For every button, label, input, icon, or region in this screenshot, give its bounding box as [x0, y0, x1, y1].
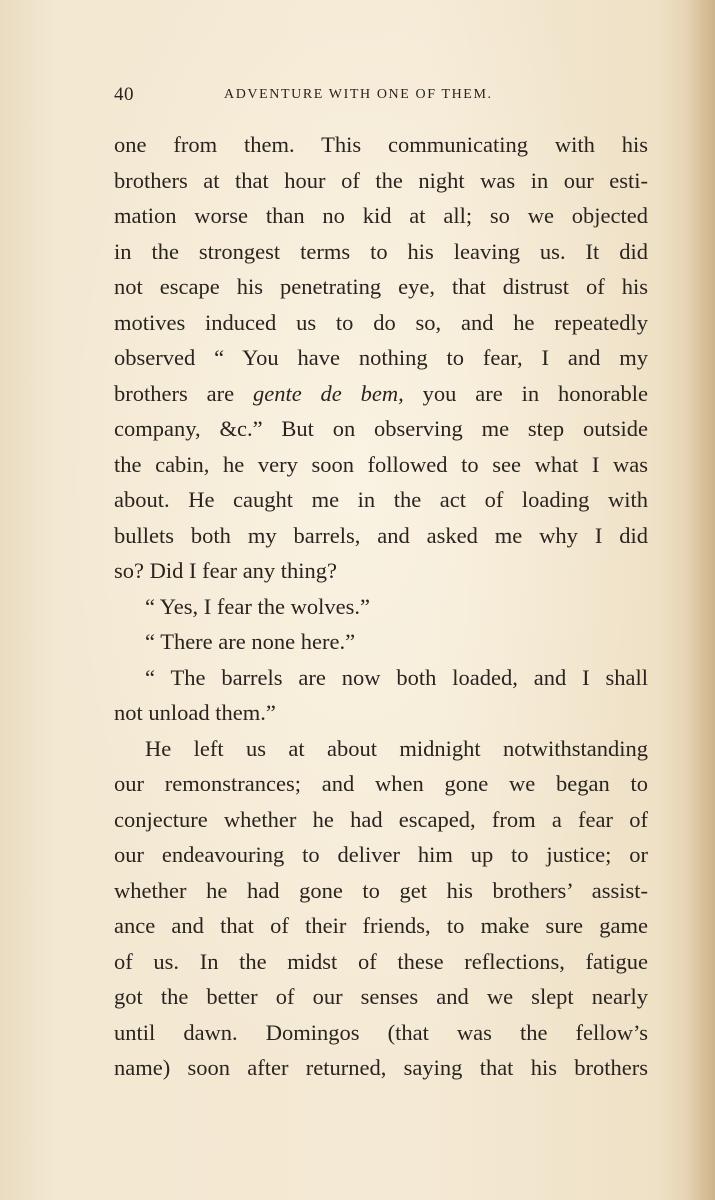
text-line: so? Did I fear any thing?: [114, 558, 338, 583]
text-line: company, &c.” But on observing me step outside: [114, 416, 648, 441]
text-line: name) soon after returned, saying that his brothers: [114, 1055, 648, 1080]
text-line: the cabin, he very soon followed to see what I was: [114, 451, 648, 477]
text-line: observed “ You have nothing to fear, I and my: [114, 345, 648, 370]
text-line: one from them. This communicating with his: [114, 132, 648, 157]
page-header: [114, 84, 654, 108]
text-line: not unload them.”: [114, 700, 276, 725]
text-line: bullets both my barrels, and asked me why I did: [114, 522, 648, 548]
page-edge-shadow: [687, 0, 715, 1200]
text-line: mation worse than no kid at all; so we objected: [114, 203, 648, 228]
text-line: about. He caught me in the act of loading with: [114, 487, 648, 512]
text-line: not escape his penetrating eye, that distrust of his: [114, 274, 648, 299]
text-line: in the strongest terms to his leaving us. It did: [114, 238, 648, 264]
text-line: our endeavouring to deliver him up to justice; or: [114, 842, 648, 867]
text-segment: brothers are: [114, 380, 253, 406]
text-line: whether he had gone to get his brothers’ assist-: [114, 877, 648, 903]
text-line-with-italic: [114, 376, 648, 412]
text-segment: you are in honorable: [403, 380, 648, 406]
italic-phrase: gente de bem,: [252, 380, 404, 406]
dialogue-line: “ Yes, I fear the wolves.”: [145, 593, 370, 619]
dialogue-line: “ There are none here.”: [145, 629, 356, 654]
dialogue-line: “ The barrels are now both loaded, and I shall: [145, 664, 648, 690]
paragraph-start-line: He left us at about midnight notwithstanding: [145, 735, 648, 761]
text-line: until dawn. Domingos (that was the fellow’s: [114, 1019, 648, 1045]
text-line: brothers at that hour of the night was in our esti-: [114, 167, 648, 193]
body-text: [114, 127, 648, 1086]
text-line: got the better of our senses and we slept nearly: [114, 984, 648, 1009]
running-head: ADVENTURE WITH ONE OF THEM.: [224, 87, 493, 102]
text-line: our remonstrances; and when gone we began to: [114, 771, 648, 796]
page-number: 40: [114, 84, 134, 105]
text-line: motives induced us to do so, and he repeatedly: [114, 309, 648, 335]
text-line: of us. In the midst of these reflections, fatigue: [114, 948, 648, 974]
text-line: conjecture whether he had escaped, from a fear of: [114, 806, 648, 832]
text-line: ance and that of their friends, to make sure game: [114, 913, 648, 938]
